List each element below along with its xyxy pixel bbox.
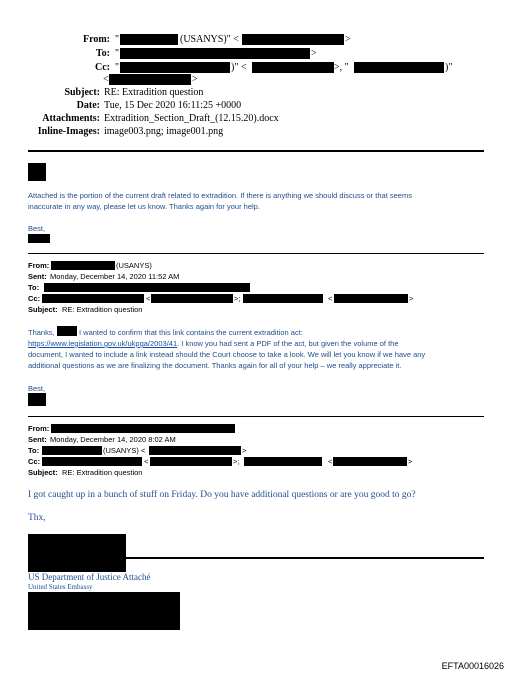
msg2-from-suffix: (USANYS) [116, 261, 152, 270]
msg3-to-close: > [242, 446, 247, 455]
redaction [120, 48, 310, 59]
redaction [28, 393, 46, 406]
redaction [51, 424, 235, 433]
redaction [354, 62, 444, 73]
msg2-subject-value: RE: Extradition question [62, 305, 143, 314]
cc-line2-open: < [103, 74, 109, 85]
date-value: Tue, 15 Dec 2020 16:11:25 +0000 [104, 100, 242, 111]
to-close: > [311, 48, 317, 59]
redaction [150, 457, 232, 466]
to-label: To: [95, 48, 110, 59]
msg3-body: I got caught up in a bunch of stuff on Friday. Do you have additional questions or are you good to go? [28, 490, 416, 500]
redaction [28, 592, 180, 630]
redaction [242, 34, 344, 45]
msg2-thanks: Thanks, [28, 328, 55, 337]
from-label: From: [82, 34, 110, 45]
msg2-signoff: Best, [28, 384, 46, 393]
header-divider [28, 150, 484, 152]
redaction [120, 62, 230, 73]
cc-part2: )" < [231, 62, 247, 73]
from-name: (USANYS)" < [180, 34, 239, 45]
redaction [57, 326, 77, 336]
redaction [51, 261, 115, 270]
msg3-cc-sep1: >; [233, 457, 240, 466]
redaction [42, 294, 144, 303]
message-1-signoff: Best, [28, 224, 46, 233]
msg2-sent-label: Sent: [28, 272, 47, 281]
from-close: > [345, 34, 351, 45]
redaction [243, 294, 323, 303]
redaction [109, 74, 191, 85]
msg2-line1: I wanted to confirm that this link contains the current extradition act: [79, 328, 303, 337]
divider [28, 416, 484, 417]
msg2-line2-rest: . I know you had sent a PDF of the act, but given the volume of the [177, 339, 399, 348]
redaction [334, 294, 408, 303]
msg3-cc-gt2: > [408, 457, 413, 466]
msg2-line3: document, I wanted to include a link instead should the Court choose to take a look. We will let you know if we have any [28, 350, 426, 359]
msg3-cc-lt2: < [328, 457, 333, 466]
divider [28, 253, 484, 254]
cc-part3: >, " [334, 62, 349, 73]
redaction [120, 34, 178, 45]
redaction [149, 446, 241, 455]
redaction [151, 294, 233, 303]
signature-sub: United States Embassy [28, 583, 93, 591]
cc-line2-close: > [192, 74, 198, 85]
msg2-sent-value: Monday, December 14, 2020 11:52 AM [50, 272, 180, 281]
attachments-value[interactable]: Extradition_Section_Draft_(12.15.20).docx [104, 113, 279, 124]
msg3-sent-label: Sent: [28, 435, 47, 444]
cc-quote: " [115, 62, 120, 73]
signature-divider [28, 557, 484, 559]
redaction [244, 457, 322, 466]
msg2-from-label: From: [28, 261, 50, 270]
msg2-line4: additional questions as we are finalizing the document. Thanks again for all of your help – we really appreciate it. [28, 361, 402, 370]
msg3-subject-value: RE: Extradition question [62, 468, 143, 477]
redaction [28, 234, 50, 243]
redaction [44, 283, 250, 292]
msg3-cc-label: Cc: [28, 457, 41, 466]
redaction [252, 62, 334, 73]
document-id: EFTA00016026 [441, 661, 504, 671]
msg2-cc-lt2: < [328, 294, 333, 303]
msg3-from-label: From: [28, 424, 50, 433]
msg2-cc-gt2: > [409, 294, 414, 303]
msg3-to-suffix: (USANYS) < [103, 446, 146, 455]
msg2-to-label: To: [28, 283, 40, 292]
date-label: Date: [76, 100, 100, 111]
cc-part4: )" [445, 62, 453, 73]
attachments-label: Attachments: [42, 113, 100, 124]
redaction [333, 457, 407, 466]
msg2-subject-label: Subject: [28, 305, 58, 314]
subject-label: Subject: [64, 87, 100, 98]
msg3-to-label: To: [28, 446, 40, 455]
inline-images-label: Inline-Images: [37, 126, 100, 137]
message-1-body-line-1: Attached is the portion of the current draft related to extradition. If there is anything we should discuss or that seems [28, 191, 412, 200]
msg2-line2 [28, 338, 399, 349]
subject-value: RE: Extradition question [104, 87, 204, 98]
message-1-body-line-2: inaccurate in any way, please let us know. Thanks again for your help. [28, 202, 260, 211]
cc-label: Cc: [95, 62, 110, 73]
from-quote: " [115, 34, 120, 45]
inline-images-value: image003.png; image001.png [104, 126, 224, 137]
to-quote: " [115, 48, 120, 59]
msg2-cc-label: Cc: [28, 294, 41, 303]
msg2-cc-lt1: < [146, 294, 151, 303]
msg3-subject-label: Subject: [28, 468, 58, 477]
msg2-cc-sep1: >; [234, 294, 241, 303]
act-link[interactable]: https://www.legislation.gov.uk/ukpga/2003/41 [28, 339, 178, 348]
redaction [28, 534, 126, 572]
redaction [42, 457, 142, 466]
msg3-cc-lt1: < [144, 457, 149, 466]
msg3-sent-value: Monday, December 14, 2020 8:02 AM [50, 435, 176, 444]
msg3-signoff: Thx, [28, 513, 46, 523]
redaction [42, 446, 102, 455]
signature-org: US Department of Justice Attaché [28, 572, 151, 582]
redaction [28, 163, 46, 181]
